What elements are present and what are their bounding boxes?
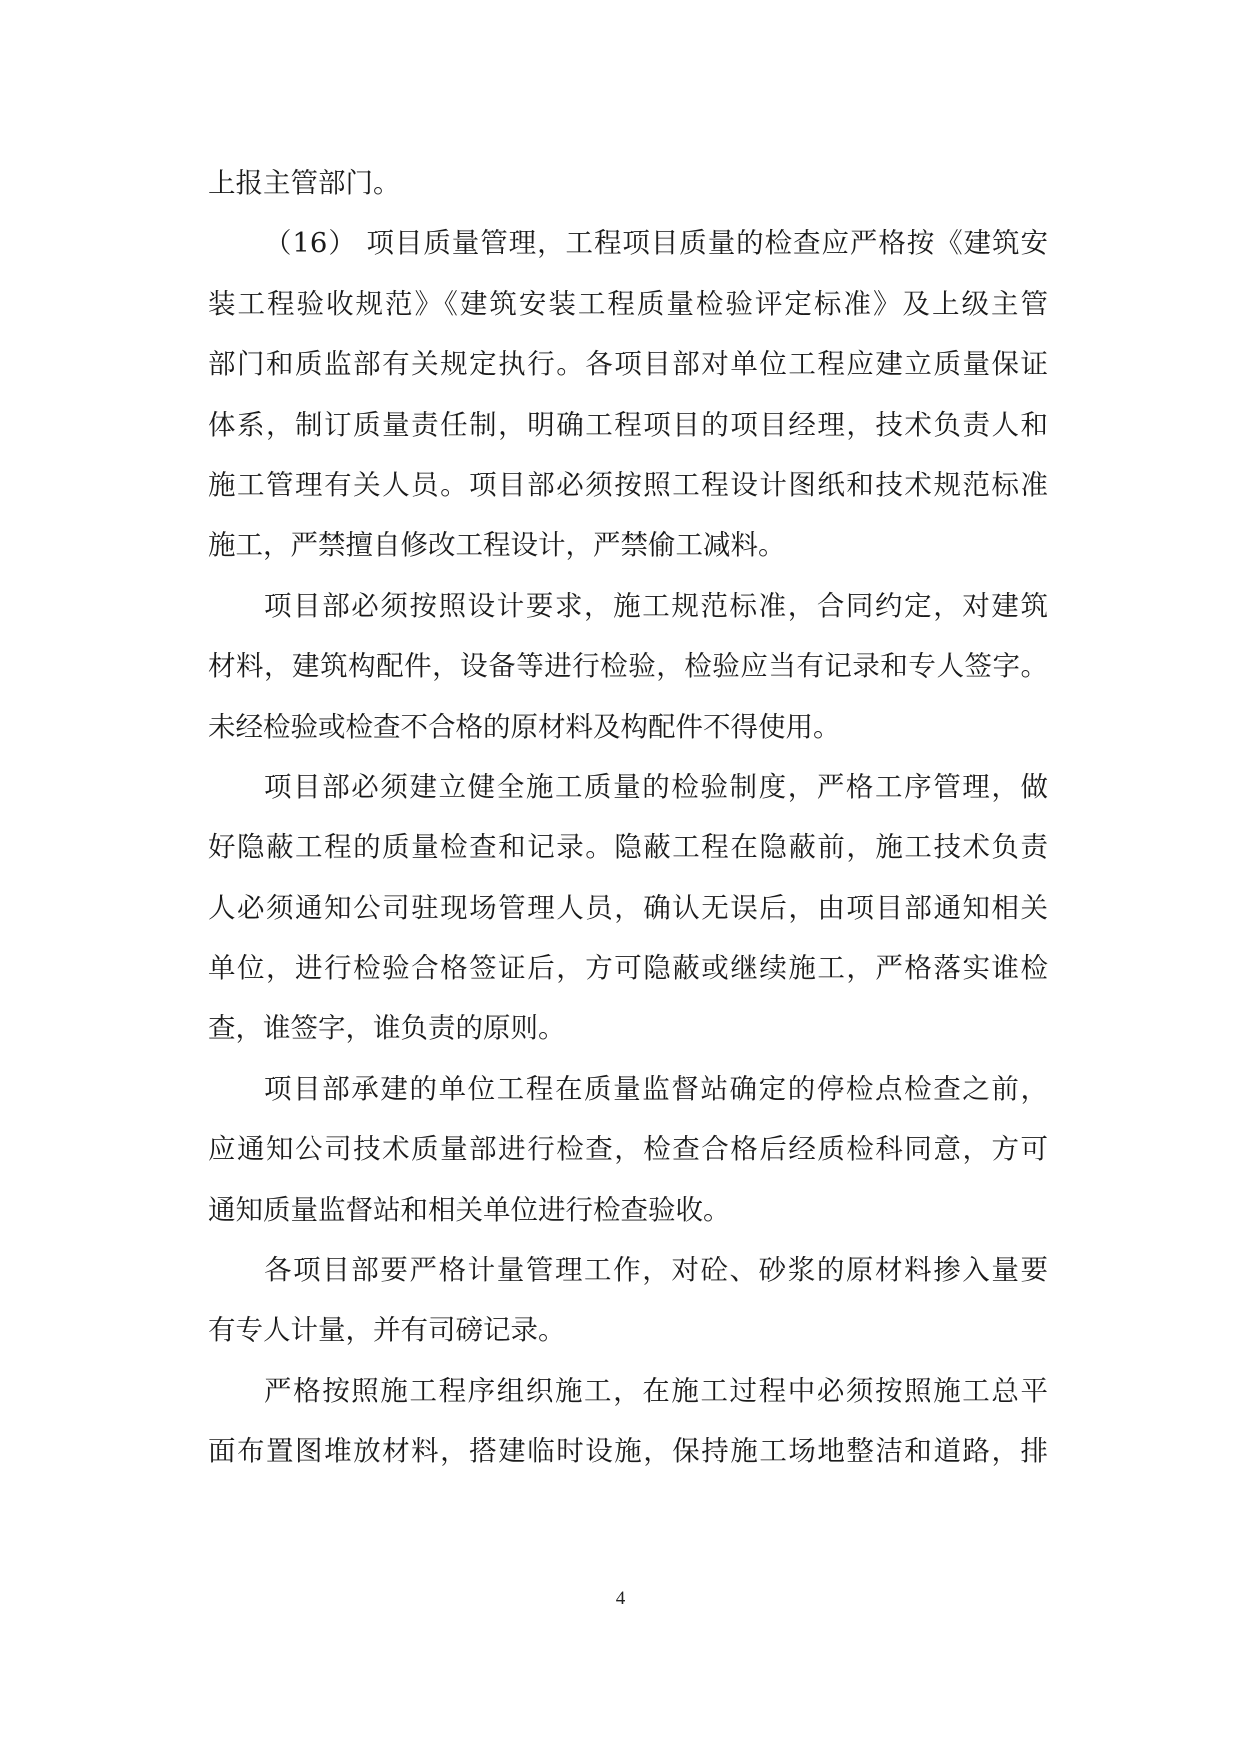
text-line: （16） 项目质量管理，工程项目质量的检查应严格按《建筑安: [264, 227, 1048, 260]
text-line: 好隐蔽工程的质量检查和记录。隐蔽工程在隐蔽前，施工技术负责: [208, 831, 1048, 864]
page-number: 4: [615, 1588, 626, 1609]
text-line: 项目部承建的单位工程在质量监督站确定的停检点检查之前，: [264, 1072, 1048, 1105]
text-line: 施工管理有关人员。项目部必须按照工程设计图纸和技术规范标准: [208, 468, 1048, 501]
text-line: 应通知公司技术质量部进行检查，检查合格后经质检科同意，方可: [208, 1133, 1048, 1166]
text-line: 各项目部要严格计量管理工作，对砼、砂浆的原材料掺入量要: [264, 1254, 1048, 1287]
text-line: 部门和质监部有关规定执行。各项目部对单位工程应建立质量保证: [208, 348, 1048, 381]
text-line: 项目部必须建立健全施工质量的检验制度，严格工序管理，做: [264, 770, 1048, 803]
text-line: 严格按照施工程序组织施工，在施工过程中必须按照施工总平: [264, 1374, 1048, 1407]
text-line: 未经检验或检查不合格的原材料及构配件不得使用。: [208, 710, 841, 743]
text-line: 项目部必须按照设计要求，施工规范标准，合同约定，对建筑: [264, 589, 1048, 622]
text-line: 施工，严禁擅自修改工程设计，严禁偷工减料。: [208, 529, 786, 562]
text-line: 上报主管部门。: [208, 167, 401, 199]
text-line: 材料，建筑构配件，设备等进行检验，检验应当有记录和专人签字。: [208, 650, 1048, 683]
text-line: 面布置图堆放材料，搭建临时设施，保持施工场地整洁和道路，排: [208, 1435, 1048, 1468]
text-line: 单位，进行检验合格签证后，方可隐蔽或继续施工，严格落实谁检: [208, 952, 1048, 985]
text-line: 体系，制订质量责任制，明确工程项目的项目经理，技术负责人和: [208, 408, 1048, 441]
text-line: 查，谁签字，谁负责的原则。: [208, 1012, 566, 1045]
body-text: [208, 153, 1048, 1482]
text-line: 有专人计量，并有司磅记录。: [208, 1314, 566, 1347]
text-line: 装工程验收规范》《建筑安装工程质量检验评定标准》及上级主管: [208, 287, 1048, 320]
text-line: 通知质量监督站和相关单位进行检查验收。: [208, 1193, 731, 1226]
text-line: 人必须通知公司驻现场管理人员，确认无误后，由项目部通知相关: [208, 891, 1048, 924]
